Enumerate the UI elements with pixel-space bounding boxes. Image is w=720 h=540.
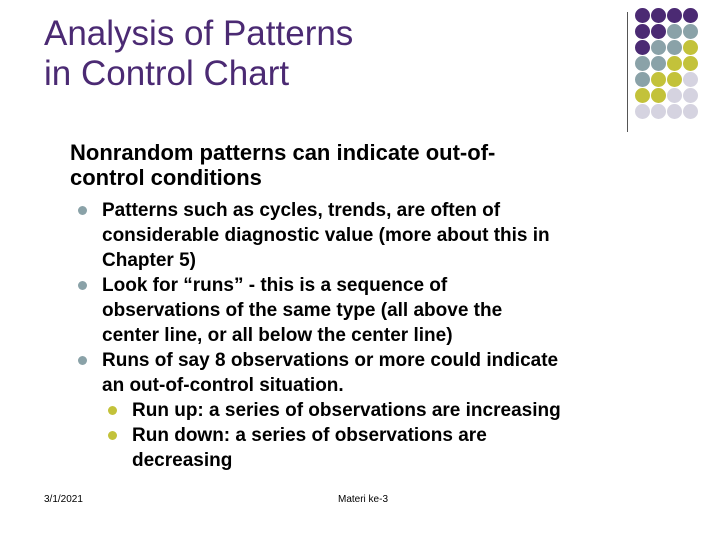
main-point-line: Nonrandom patterns can indicate out-of-: [70, 140, 496, 165]
decorative-dot: [635, 40, 650, 55]
main-point: [70, 140, 630, 190]
decorative-dot: [683, 24, 698, 39]
sub-bullet-line: decreasing: [132, 450, 233, 471]
sub-bullet-item: [102, 398, 698, 423]
decorative-dot: [683, 40, 698, 55]
decorative-dot: [651, 40, 666, 55]
decorative-dot: [667, 40, 682, 55]
decorative-dot: [667, 24, 682, 39]
bullet-line: an out-of-control situation.: [102, 375, 344, 396]
sub-bullet-line: Run down: a series of observations are: [132, 425, 487, 446]
decorative-dot: [667, 88, 682, 103]
decorative-dot: [651, 56, 666, 71]
footer-center: Materi ke-3: [338, 494, 389, 505]
bullet-dot-icon: [78, 281, 87, 290]
bullet-dot-icon: [78, 356, 87, 365]
footer-date: 3/1/2021: [44, 494, 83, 505]
decorative-dot: [683, 8, 698, 23]
bullet-item: [78, 273, 698, 348]
decorative-divider: [627, 12, 628, 132]
decorative-dot: [651, 8, 666, 23]
bullet-line: Look for “runs” - this is a sequence of: [102, 275, 448, 296]
sub-bullet-line: Run up: a series of observations are increasing: [132, 400, 561, 421]
main-point-line: control conditions: [70, 165, 262, 190]
decorative-dot: [635, 88, 650, 103]
title-line: Analysis of Patterns: [44, 14, 354, 53]
sub-bullet-list: [102, 398, 698, 473]
bullet-line: Patterns such as cycles, trends, are often of: [102, 200, 501, 221]
decorative-dot: [667, 72, 682, 87]
bullet-item: [78, 348, 698, 473]
bullet-line: center line, or all below the center line): [102, 325, 453, 346]
decorative-dot: [667, 56, 682, 71]
decorative-dot: [683, 104, 698, 119]
bullet-line: considerable diagnostic value (more about this in: [102, 225, 550, 246]
decorative-dot: [667, 104, 682, 119]
decorative-dot: [635, 72, 650, 87]
bullet-line: Chapter 5): [102, 250, 196, 271]
decorative-dot: [651, 24, 666, 39]
bullet-item: [78, 198, 698, 273]
bullet-line: Runs of say 8 observations or more could indicate: [102, 350, 559, 371]
decorative-dot: [635, 24, 650, 39]
decorative-dot: [683, 72, 698, 87]
title-line: in Control Chart: [44, 54, 290, 93]
decorative-dot: [635, 104, 650, 119]
decorative-dot: [651, 72, 666, 87]
sub-bullet-item: [102, 423, 698, 473]
decorative-dot: [667, 8, 682, 23]
decorative-dot: [683, 88, 698, 103]
decorative-dot: [651, 88, 666, 103]
bullet-list: [78, 198, 698, 473]
decorative-dot: [635, 56, 650, 71]
bullet-line: observations of the same type (all above the: [102, 300, 503, 321]
decorative-dot: [635, 8, 650, 23]
decorative-dot: [651, 104, 666, 119]
sub-bullet-dot-icon: [108, 431, 117, 440]
slide-title: [44, 14, 353, 94]
sub-bullet-dot-icon: [108, 406, 117, 415]
decorative-dot: [683, 56, 698, 71]
decorative-dot-grid: [635, 8, 713, 118]
bullet-dot-icon: [78, 206, 87, 215]
